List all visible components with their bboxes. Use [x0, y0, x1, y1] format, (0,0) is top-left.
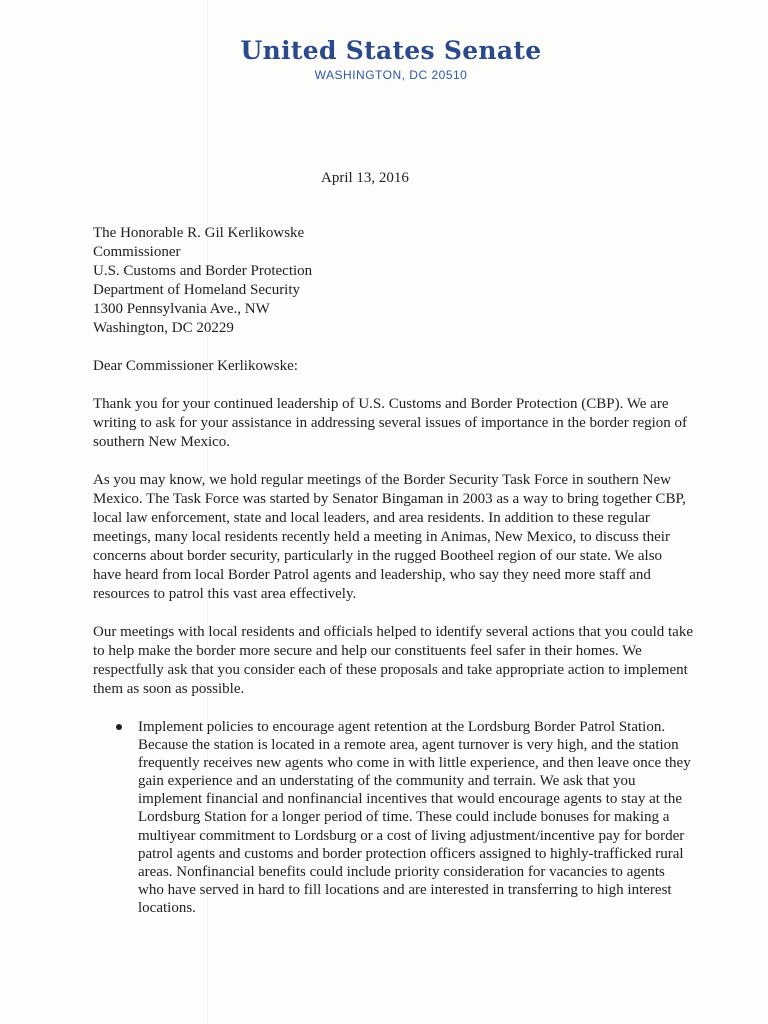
- letter-body: [93, 224, 693, 917]
- bullet-dot-icon: [116, 724, 122, 730]
- recipient-line: Department of Homeland Security: [93, 282, 301, 298]
- paragraph: Our meetings with local residents and officials helped to identify several actions that you could take to help make the border more secure and help our constituents feel safer in their homes. We respectfully ask that you consider each of these proposals and take appropriate action to implement them as soon as possible.: [93, 624, 693, 697]
- list-item: [138, 718, 693, 917]
- proposal-text: Implement policies to encourage agent retention at the Lordsburg Border Patrol Station. Because the station is located in a remote area, agent turnover is very high, and the station frequently receives new agents who come in with little experience, and then leave once they gain experience and an understating of the community and terrain. We ask that you implement financial and nonfinancial incentives that would encourage agents to stay at the Lordsburg Station for a longer period of time. These could include bonuses for making a multiyear commitment to Lordsburg or a cost of living adjustment/incentive pay for border patrol agents and customs and border protection officers assigned to highly-trafficked rural areas. Nonfinancial benefits could include priority consideration for vacancies to agents who have served in hard to fill locations and are interested in transferring to high interest locations.: [138, 719, 691, 916]
- letter-date: April 13, 2016: [321, 170, 409, 186]
- recipient-line: 1300 Pennsylvania Ave., NW: [93, 301, 270, 317]
- proposal-list: [93, 718, 693, 917]
- recipient-line: U.S. Customs and Border Protection: [93, 263, 313, 279]
- letterhead-address: WASHINGTON, DC 20510: [314, 68, 468, 82]
- letterhead: [0, 36, 768, 82]
- paragraph: Thank you for your continued leadership of U.S. Customs and Border Protection (CBP). We are writing to ask for your assistance in addressing several issues of importance in the border region of southern New Mexico.: [93, 396, 688, 450]
- recipient-line: Commissioner: [93, 244, 181, 260]
- paragraph: As you may know, we hold regular meetings of the Border Security Task Force in southern New Mexico. The Task Force was started by Senator Bingaman in 2003 as a way to bring together CBP, local law enforcement, state and local leaders, and area residents. In addition to these regular meetings, many local residents recently held a meeting in Animas, New Mexico, to discuss their concerns about border security, particularly in the rugged Bootheel region of our state. We also have heard from local Border Patrol agents and leadership, who say they need more staff and resources to patrol this vast area effectively.: [93, 472, 686, 602]
- recipient-line: Washington, DC 20229: [93, 320, 234, 336]
- recipient-line: The Honorable R. Gil Kerlikowske: [93, 225, 305, 241]
- salutation: Dear Commissioner Kerlikowske:: [93, 358, 298, 374]
- recipient-address: [93, 224, 693, 338]
- letterhead-title: United States Senate: [240, 36, 542, 65]
